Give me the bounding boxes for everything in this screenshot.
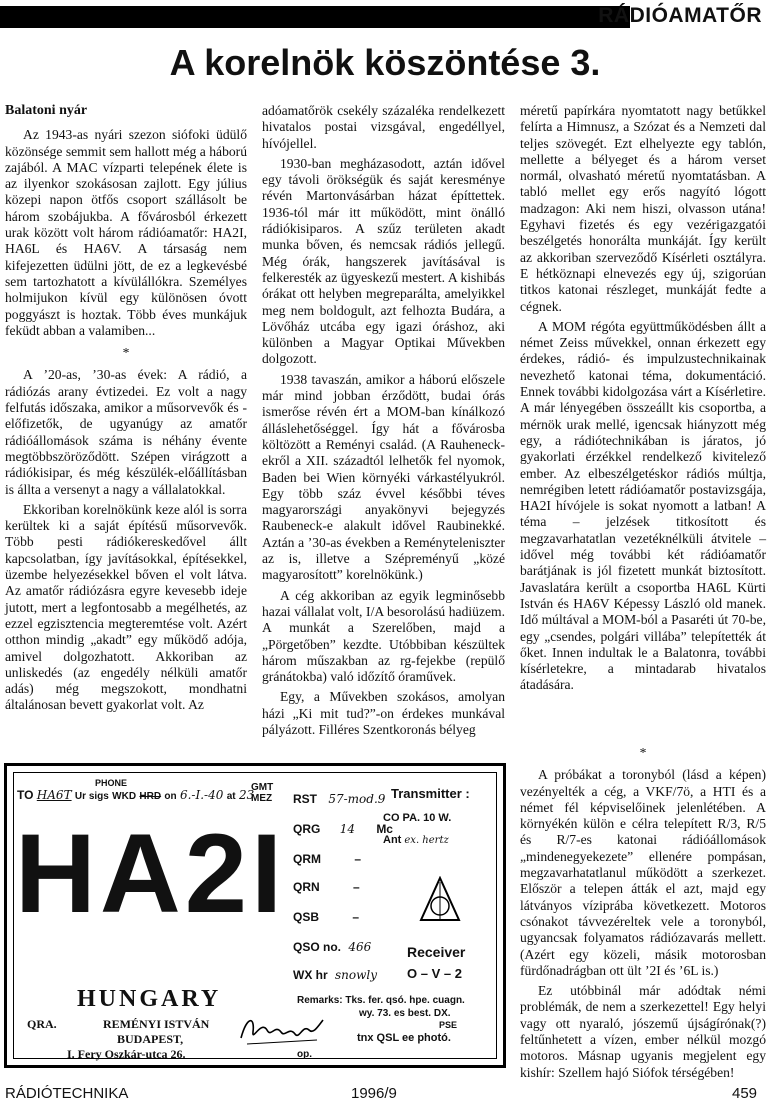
qsl-qso-value: 466 — [348, 940, 372, 954]
footer-issue: 1996/9 — [351, 1085, 397, 1102]
paragraph: A MOM régóta együttműködésben állt a német Zeiss művekkel, onnan érkezett egy érdekes, rádió- és impulzustechnikainak nevezhető katonai téma, dokumentáció. Ennek további kidolgozása várt a Kísérletire. A már lényegében összeállt kis csoportba, a mérnök urak mellé, igencsak hiányzott még egy, a rádiótechnikában is járatos, jó gyakorlati érzékkel rendelkező kivitelező ember. Az elbeszélgetéskor rádiós múltja, nemrégiben letett rádióamatőr postavizsgája, HA2I hívójele is sokat nyomott a latban! A téma – jelzések titkosított és megzavarhatatlan vezetéknélküli átvitele – idővel még további két rádióamatőr barátjának is jól fizetett munkát biztosított. Javaslatára került a csoportba HA6L Kürti István és HA6V Képessy László old manek. Idő múltával a MOM-ból a Pasaréti út 70-be, egy „csendes, polgári villába” telepítették át őket. Innen indultak le a Balatonra, további kísérletekre, a mintadarab hivatalos átadására. — [520, 318, 766, 693]
separator: * — [122, 345, 130, 361]
qsl-qso-row — [293, 940, 371, 954]
paragraph: A próbákat a toronyból (lásd a képen) vezényelték a cég, a VKF/7ö, a HTI és a német fél képviselőinek jelenlétében. A környékén külön e célra telepített R/3, R/5 és R/7-es katonai rádióállomások „mindenegyekezete” ellenére pompásan, megzavarhatatlanul működött a szerkezet. Először a telepen átták el azt, majd egy látványos víziprába következett. Motoros csónakot távvezéreltek vele a toronyból, ugyancsak folyamatos rádiózavarás mellett. (Azért egy közeli, másik motorosban fürdőnadrágban ott ült ’2I és ’6L is.) — [520, 767, 766, 978]
qsl-qsb-row — [293, 910, 359, 924]
qsl-qsb-label: QSB — [293, 910, 320, 924]
qsl-qrm-value: – — [354, 852, 362, 866]
paragraph: méretű papírkára nyomtatott nagy betűkkel felírta a Himnusz, a Szózat és a Nemzeti dal teljes szövegét. Ezt elhelyezte egy tablón, mellette a bélyeget és a három verset normál, olvasható méretű nyomtatásban. A tabló mellet egy erős nagyító lógott madzagon: Aki nem hiszi, olvasson utána! Egyhavi fizetés és egy vezérigazgatói beszélgetés honorálta munkáját. Így került az akkoriban szerveződő Kísérleti osztályra. E hétköznapi elnevezés egy új, szigorúan titkos katonai részleget, munkáját fedte a cégnek. — [520, 103, 766, 314]
qsl-rst-value: 57-mod.9 — [328, 792, 386, 806]
qsl-wx-value: snowly — [335, 968, 378, 982]
qsl-qrn-label: QRN — [293, 880, 320, 894]
qsl-date: 6.-I.-40 — [179, 788, 224, 802]
qsl-remarks-line2: wy. 73. es best. DX. — [359, 1008, 451, 1019]
qsl-country: HUNGARY — [77, 986, 222, 1012]
paragraph: A ’20-as, ’30-as évek: A rádió, a rádiózás arany évtizedei. Ez volt a nagy felfutás időszaka, amikor a műsorvevők és -előfizetők, de ugyanúgy az amatőr rádióállomások száma is néhány évente megtöbbszöröződött. Szépen virágzott a rádiókisipar, és még készülék-előállításban is állta a versenyt a nagy a vállalatokkal. — [5, 367, 247, 497]
qsl-pse: PSE — [439, 1020, 458, 1030]
qsl-tx-power: CO PA. 10 W. — [383, 812, 452, 824]
article-title: A korelnök köszöntése 3. — [169, 42, 601, 83]
column-3 — [520, 103, 766, 698]
qsl-tx-ant — [383, 834, 449, 846]
qsl-to-label: TO — [17, 788, 34, 802]
qsl-timezone — [251, 782, 273, 804]
qsl-card — [4, 763, 506, 1068]
radio-society-emblem-icon — [419, 876, 461, 929]
footer-page-number: 459 — [732, 1085, 758, 1102]
qsl-qra-city: BUDAPEST, — [117, 1032, 184, 1046]
qsl-time: 23 — [238, 788, 255, 802]
qsl-rx-value: O – V – 2 — [407, 966, 462, 981]
paragraph: A cég akkoriban az egyik legminősebb hazai vállalat volt, I/A besorolású hadiüzem. A munkát a Szerelőben, majd a „Pörgetőben” kezdte. Utóbbiban készültek három műszakban az rg-fejekbe (repülő gránátokba) való időzítő óraművek. — [262, 587, 505, 685]
qsl-rx-title: Receiver — [407, 944, 466, 960]
paragraph: Egy, a Művekben szokásos, amolyan házi „Ki mit tud?”-on érdekes munkával pályázott. Filléres Szentkoronás bélyeg — [262, 689, 505, 737]
qsl-callsign: HA2I — [15, 811, 287, 936]
qsl-qrm-label: QRM — [293, 852, 321, 866]
column-4 — [520, 745, 766, 1085]
paragraph: 1930-ban megházasodott, aztán idővel egy távoli örökségük és saját keresménye révén Martonvásárban házat építtettek. 1936-tól már itt működött, mint önálló rádiókisiparos. A szűz területen akadt munka bőven, és nemcsak rádiós jellegű. Még órák, hangszerek javításával is felkeresték az ügyeskezű mestert. A kishibás órákat ott helyben megreparálta, amelyikkel meg nem boldogult, azt felhozta Budára, a Lövőház utcába egy igazi óráshoz, aki különben a Magyar Optikai Művekben dolgozott. — [262, 155, 505, 367]
qsl-transmitter-box — [383, 786, 491, 846]
qsl-qrn-row — [293, 880, 360, 894]
qsl-tx-ant-label: Ant — [383, 834, 402, 846]
paragraph: 1938 tavaszán, amikor a háború előszele már mind jobban érződött, budai órás ismerőse révén ért a MOM-ban kínálkozó álláslehetőséggel. Így hát a fővárosba költözött a Reményi család. (A Rauheneck-ekről a XII. századtól lelhetők fel nyomok, Baden bei Wien környéki várkastélyukról. Egy több száz évvel későbbi téves magyarországi anyakönyvi bejegyzés Raubeneck-e alakult idővel Raubinekké. Aztán a ’30-as években a Reményteleniszter az is, illetve a Szépreményű „közé magyarosított” korelnökünk.) — [262, 371, 505, 583]
qsl-qrm-row — [293, 852, 361, 866]
qsl-mc: Mc — [376, 822, 393, 836]
qsl-qra-label: QRA. — [27, 1017, 57, 1031]
qsl-remarks-line1: Remarks: Tks. fer. qsó. hpe. cuagn. — [297, 995, 465, 1006]
qsl-qra-name: REMÉNYI ISTVÁN — [103, 1017, 210, 1031]
header-bar — [0, 6, 630, 28]
qsl-ur-sigs: Ur sigs — [74, 791, 109, 802]
paragraph: adóamatőrök csekély százaléka rendelkezett hivatalos postai vizsgával, engedéllyel, hívójellel. — [262, 103, 505, 151]
operator-signature — [237, 1010, 327, 1055]
qsl-gmt: GMT — [251, 782, 274, 793]
qsl-mez: MEZ — [251, 793, 273, 804]
qsl-qsb-value: – — [352, 910, 360, 924]
qsl-rst-label: RST — [293, 792, 317, 806]
column-2 — [262, 103, 505, 742]
qsl-op: op. — [297, 1049, 312, 1060]
section-heading: Balatoni nyár — [5, 103, 88, 118]
column-1 — [5, 103, 247, 718]
paragraph: Ekkoriban korelnökünk keze alól is sorra kerültek ki a saját építésű műsorvevők. Több pesti rádiókereskedővel állt kapcsolatban, így javításokkal, építésekkel, üzembe helyezésekkel bőven el volt látva. Az amatőr rádiózásra egyre kevesebb ideje jutott, mert a legfontosabb a megélhetés, az ezzel egzisztencia megteremtése volt. Azért otthon mindig „akadt” egy működő adója, amivel dolgozhatott. Akkoriban az unliskedés (az engedély nélküli amatőr adás) még megszokott, mondhatni általánosan bevett gyakorlat volt. Az — [5, 501, 247, 713]
paragraph: Az 1943-as nyári szezon siófoki üdülő közönsége semmit sem hallott még a háború zajából. A MAC vízparti telepének élete is az ilyenkor szokásosan zajlott. Egy július közepi napon ötfős csoport szállásolt be három szobájukba. A fővárosból érkezett urak között volt három rádióamatőr: HA2I, HA6L és HA6V. A társaság nem kifejezetten üdülni jött, de ez a legkevésbé sem tartozhatott a kívülállókra. Személyes holmijukon kívül egy különösen óvott poggyászt is hoztak. Több éves munkájuk feküdt abban a valamiben... — [5, 127, 247, 338]
separator: * — [639, 745, 647, 760]
qsl-qrg-label: QRG — [293, 822, 321, 836]
qsl-tx-ant-value: ex. hertz — [404, 835, 449, 846]
qsl-mode-hrd: HRD — [139, 791, 162, 802]
qsl-mode-phone: PHONE — [95, 778, 128, 788]
qsl-qrn-value: – — [353, 880, 360, 894]
qsl-to-line — [17, 788, 254, 802]
qsl-mode-wkd: WKD — [112, 791, 137, 802]
qsl-wx-label: WX hr — [293, 968, 328, 982]
qsl-qra-street: I. Fery Oszkár-utca 26. — [67, 1047, 186, 1061]
qsl-rst-row — [293, 792, 385, 806]
qsl-to-call: HA6T — [36, 788, 72, 802]
qsl-qrg-row — [293, 822, 393, 836]
section-label: RÁDIÓAMATŐR — [598, 4, 762, 27]
paragraph: Ez utóbbinál már adódtak némi problémák, de nem a szerkezettel! Egy helyi vagy ott nyaraló, jószemű újságírónak(?) feltűnhetett a vízen, ember nélkül mozgó motoros. Másnap ugyanis megjelent egy kishír: Szellem hajó Siófok térségében! — [520, 983, 766, 1080]
qsl-tnx-qsl: tnx QSL ee photó. — [357, 1032, 451, 1044]
qsl-receiver-box — [407, 944, 465, 981]
qsl-qrg-value: 14 — [339, 822, 355, 836]
footer-magazine: RÁDIÓTECHNIKA — [5, 1085, 129, 1102]
qsl-tx-title: Transmitter : — [391, 786, 470, 801]
qsl-at-label: at — [226, 791, 236, 802]
qsl-qso-label: QSO no. — [293, 940, 341, 954]
qsl-on-label: on — [164, 791, 177, 802]
qsl-wx-row — [293, 968, 377, 982]
